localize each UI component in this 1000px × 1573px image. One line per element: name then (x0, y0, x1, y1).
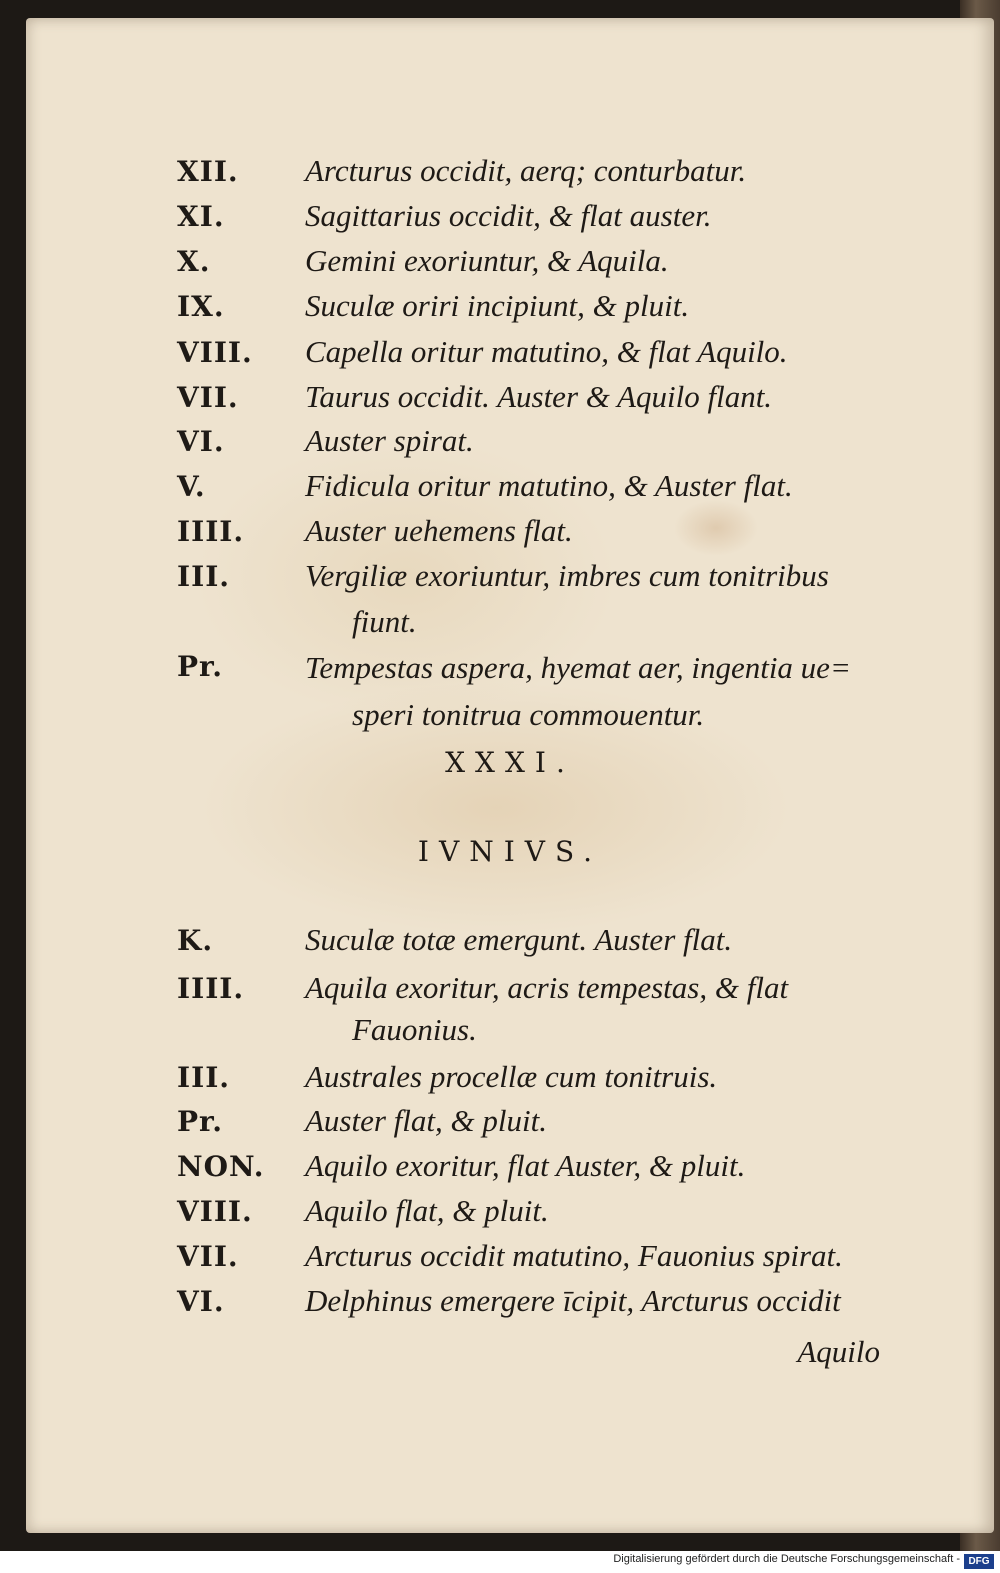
calendar-entry-continuation: speri tonitrua commouentur. (352, 697, 705, 732)
day-numeral: VIII. (177, 1195, 253, 1228)
dfg-logo: DFG (964, 1554, 994, 1569)
calendar-entry: Taurus occidit. Auster & Aquilo flant. (305, 379, 773, 414)
calendar-entry: Gemini exoriuntur, & Aquila. (305, 243, 669, 278)
calendar-entry: Fidicula oritur matutino, & Auster flat. (305, 468, 793, 503)
day-numeral: Pr. (177, 650, 223, 683)
day-numeral: X. (177, 245, 211, 278)
day-numeral: IIII. (177, 972, 245, 1005)
day-numeral: IX. (177, 290, 225, 323)
day-numeral: IIII. (177, 515, 245, 548)
day-numeral: III. (177, 560, 231, 593)
calendar-entry: Aquila exoritur, acris tempestas, & flat (305, 970, 789, 1005)
calendar-entry: Suculæ oriri incipiunt, & pluit. (305, 288, 690, 323)
calendar-entry: Delphinus emergere īcipit, Arcturus occidit (305, 1283, 841, 1318)
calendar-entry: Vergiliæ exoriuntur, imbres cum tonitribus (305, 558, 829, 593)
digitization-credit: Digitalisierung gefördert durch die Deutsche Forschungsgemeinschaft - (613, 1553, 960, 1565)
calendar-entry-continuation: fiunt. (352, 604, 417, 639)
day-numeral: XI. (177, 200, 225, 233)
day-numeral: NON. (177, 1150, 265, 1183)
day-numeral: VII. (177, 1240, 239, 1273)
day-numeral: VI. (177, 1285, 225, 1318)
day-numeral: VII. (177, 381, 239, 414)
calendar-entry: Suculæ totæ emergunt. Auster flat. (305, 922, 733, 957)
calendar-entry: Tempestas aspera, hyemat aer, ingentia ue= (305, 650, 851, 685)
calendar-entry: Aquilo flat, & pluit. (305, 1193, 549, 1228)
catchword: Aquilo (797, 1334, 880, 1369)
calendar-entry: Auster spirat. (305, 423, 474, 458)
calendar-entry: Arcturus occidit, aerq; conturbatur. (305, 153, 747, 188)
calendar-entry: Auster uehemens flat. (305, 513, 573, 548)
day-numeral: Pr. (177, 1105, 223, 1138)
day-numeral: VIII. (177, 336, 253, 369)
calendar-entry-continuation: Fauonius. (352, 1012, 477, 1047)
day-numeral: VI. (177, 425, 225, 458)
calendar-entry: Aquilo exoritur, flat Auster, & pluit. (305, 1148, 746, 1183)
month-day-count: XXXI. (445, 746, 575, 779)
month-title: IVNIVS. (417, 835, 603, 868)
calendar-entry: Capella oritur matutino, & flat Aquilo. (305, 334, 788, 369)
calendar-entry: Arcturus occidit matutino, Fauonius spirat. (305, 1238, 843, 1273)
day-numeral: K. (177, 924, 214, 957)
calendar-entry: Sagittarius occidit, & flat auster. (305, 198, 712, 233)
day-numeral: V. (177, 470, 206, 503)
calendar-entry: Australes procellæ cum tonitruis. (305, 1059, 718, 1094)
day-numeral: III. (177, 1061, 231, 1094)
day-numeral: XII. (177, 155, 239, 188)
calendar-entry: Auster flat, & pluit. (305, 1103, 547, 1138)
